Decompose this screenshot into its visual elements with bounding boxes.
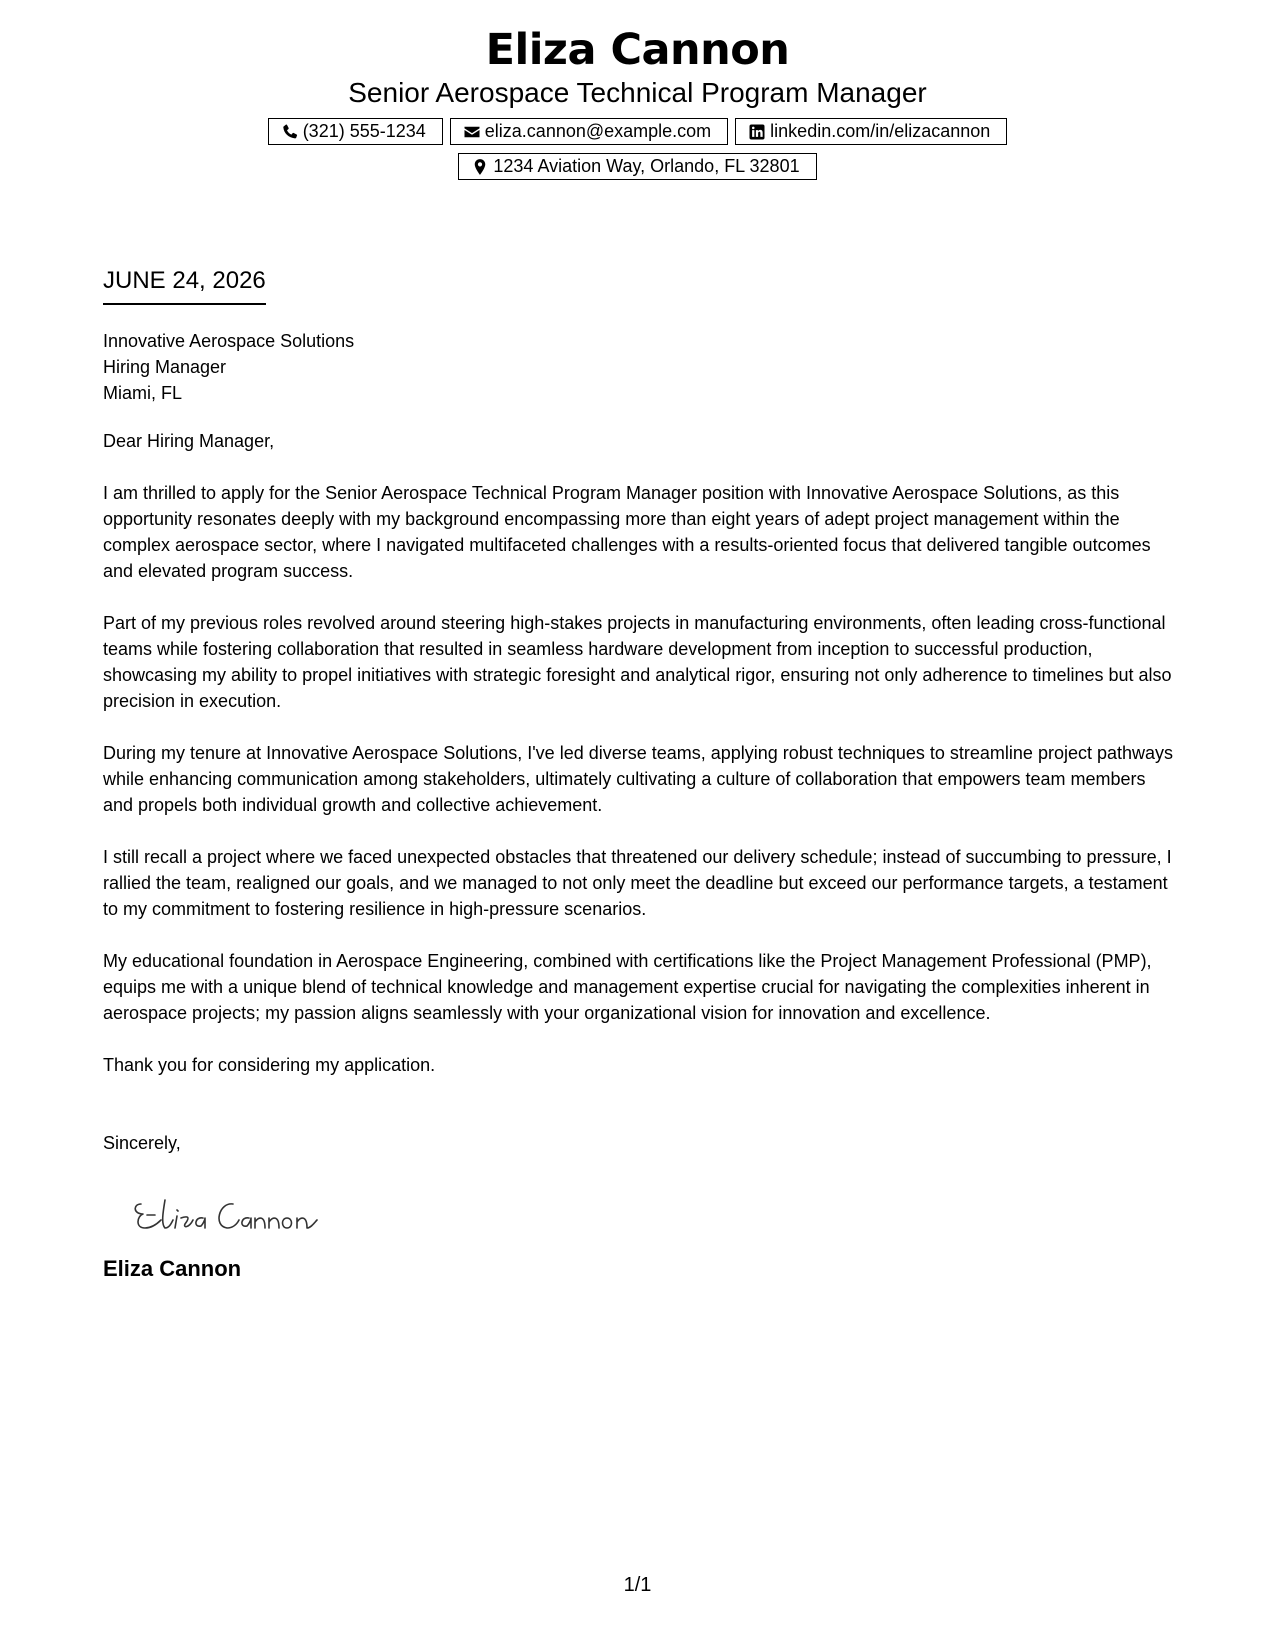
contact-email[interactable] [450,118,728,145]
contact-list [248,118,1028,180]
applicant-role: Senior Aerospace Technical Program Manager [348,77,927,108]
contact-address [458,153,816,180]
paragraph: During my tenure at Innovative Aerospace Solutions, I've led diverse teams, applying robust techniques to streamline project pathways while enhancing communication among stakeholders, ultimately cultivating a culture of collaboration that empowers team members and propels both individual growth and collective achievement. [103,743,1174,815]
linkedin-text: linkedin.com/in/elizacannon [770,121,991,141]
address-text: 1234 Aviation Way, Orlando, FL 32801 [493,156,800,176]
page-indicator: 1/1 [623,1574,652,1596]
recipient-block [103,328,1178,406]
recipient-company: Innovative Aerospace Solutions [103,331,355,351]
letter-body [103,266,1178,1282]
contact-linkedin[interactable] [735,118,1007,145]
letter-date: JUNE 24, 2026 [103,266,266,305]
recipient-title: Hiring Manager [103,357,227,377]
signer-name: Eliza Cannon [103,1256,242,1281]
signature-image [131,1186,1178,1246]
phone-text: (321) 555-1234 [302,121,426,141]
applicant-name: Eliza Cannon [485,25,790,75]
letter-header [0,24,1275,180]
map-pin-icon [471,158,489,176]
contact-phone[interactable] [268,118,443,145]
phone-icon [281,123,299,141]
paragraph: Thank you for considering my application. [103,1055,436,1075]
handwritten-signature [131,1186,331,1246]
paragraph: My educational foundation in Aerospace Engineering, combined with certifications like the Project Management Professional (PMP), equips me with a unique blend of technical knowledge and management expertise crucial for navigating the complexities inherent in aerospace projects; my passion aligns seamlessly with your organizational vision for innovation and excellence. [103,951,1152,1023]
salutation: Dear Hiring Manager, [103,431,275,451]
linkedin-icon [748,123,766,141]
envelope-icon [463,123,481,141]
paragraph: Part of my previous roles revolved around steering high-stakes projects in manufacturing environments, often leading cross-functional teams while fostering collaboration that resulted in seamless hardware development from inception to successful production, showcasing my ability to propel initiatives with strategic foresight and analytical rigor, ensuring not only adherence to timelines but also precision in execution. [103,613,1172,711]
recipient-location: Miami, FL [103,383,183,403]
closing: Sincerely, [103,1133,181,1153]
paragraph: I still recall a project where we faced unexpected obstacles that threatened our delivery schedule; instead of succumbing to pressure, I rallied the team, realigned our goals, and we managed to not only meet the deadline but exceed our performance targets, a testament to my commitment to fostering resilience in high-pressure scenarios. [103,847,1172,919]
paragraph: I am thrilled to apply for the Senior Aerospace Technical Program Manager position with Innovative Aerospace Solutions, as this opportunity resonates deeply with my background encompassing more than eight years of adept project management within the complex aerospace sector, where I navigated multifaceted challenges with a results-oriented focus that delivered tangible outcomes and elevated program success. [103,483,1151,581]
email-text: eliza.cannon@example.com [484,121,712,141]
